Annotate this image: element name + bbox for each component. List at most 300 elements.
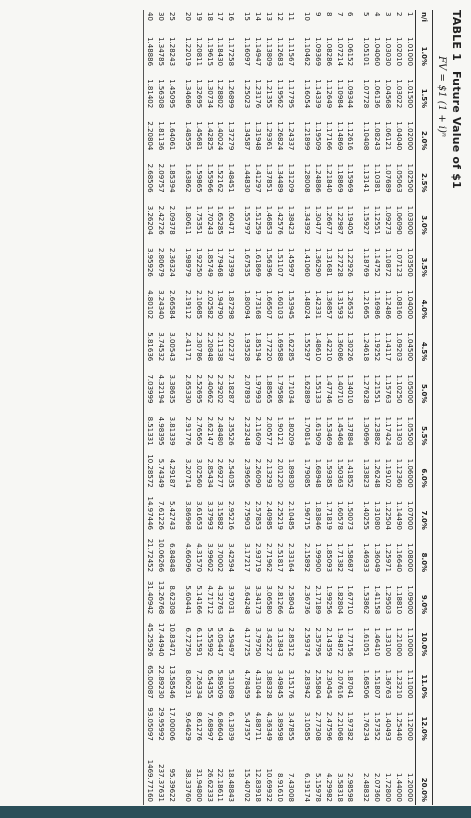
value-cell: 2.65330 [183,374,192,404]
value-cell: 1.12649 [324,79,333,109]
value-cell: 2.41171 [183,332,192,362]
value-cell: 3.26204 [144,196,155,238]
column-header-rate: 7.0% [416,491,433,533]
value-cell: 1.31080 [373,500,382,530]
value-cell: 1.85093 [324,543,333,573]
period-cell: 20 [183,12,192,21]
table-row [193,10,204,805]
value-cell: 3.10585 [302,711,311,741]
table-name: Future Value of $1 [450,71,463,189]
value-cell: 2.01220 [276,458,285,488]
table-row [371,10,382,805]
value-cell: 2.35526 [227,416,236,446]
value-cell: 237.37631 [156,764,165,802]
value-cell: 8.61276 [194,711,203,741]
value-cell: 1.21551 [373,374,382,404]
value-cell: 1.33823 [362,458,371,488]
value-cell: 1.80209 [286,416,295,446]
value-cell: 2.40985 [265,500,274,530]
value-cell: 1.11567 [286,37,295,67]
value-cell: 1.10000 [406,627,414,657]
value-cell: 1.41852 [346,458,355,488]
value-cell: 1.41060 [302,247,311,277]
value-cell: 3.45227 [265,627,274,657]
value-cell: 2.68506 [144,153,155,195]
value-cell: 2.71962 [265,543,274,573]
value-cell: 4.71712 [205,585,214,615]
column-header-rate: 10.0% [416,617,433,659]
value-cell: 1.88565 [265,374,274,404]
value-cell: 93.05097 [144,702,155,744]
value-cell: 2.77308 [313,711,322,741]
column-header-rate: 5.5% [416,406,433,448]
table-row [274,10,285,805]
column-header-rate: 5.0% [416,364,433,406]
value-cell: 6.19174 [302,773,311,802]
value-cell: 1.46933 [362,543,371,573]
value-cell: 2.15892 [302,543,311,573]
value-cell: 3.89598 [276,711,285,741]
value-cell: 1.42576 [276,205,285,235]
value-cell: 1.60471 [227,205,236,235]
bottom-band [0,806,471,818]
value-cell: 2.07893 [243,374,252,404]
value-cell: 1.19102 [384,458,393,488]
value-cell: 1.12551 [373,205,382,235]
value-cell: 2.07616 [335,669,344,699]
value-cell: 2.59374 [302,627,311,657]
value-cell: 4.36349 [265,711,274,741]
value-cell: 1.09203 [395,332,404,362]
value-cell: 1.06000 [406,458,414,488]
value-cell: 2.20848 [205,332,214,362]
value-cell: 1.92250 [194,247,203,277]
value-cell: 1.77220 [265,332,274,362]
table-row [393,10,404,805]
value-cell: 1.66507 [265,290,274,320]
value-cell: 1.21899 [302,121,311,151]
value-cell: 1.08000 [406,543,414,573]
value-cell: 1.26824 [276,121,285,151]
value-cell: 2.76565 [194,416,203,446]
value-cell: 5.81636 [144,322,155,364]
value-cell: 1.08286 [324,37,333,67]
value-cell: 1.72800 [384,773,393,802]
value-cell: 18.48843 [227,768,236,802]
value-cell: 1.76234 [362,711,371,741]
value-cell: 7.68997 [205,711,214,741]
value-cell: 1.85194 [254,332,263,362]
table-formula: FV = $1 (1 + i)ⁿ [436,56,447,137]
value-cell: 3.15882 [216,500,225,530]
value-cell: 1.16054 [302,79,311,109]
value-cell: 1.24618 [362,332,371,362]
value-cell: 4.29187 [167,458,176,488]
period-cell: 18 [205,12,214,21]
value-cell: 1.03500 [406,247,414,277]
table-row [226,10,242,805]
value-cell: 1.70814 [302,416,311,446]
table-row [301,10,312,805]
value-cell: 1.27628 [362,374,371,404]
value-cell: 1.03000 [406,205,414,235]
value-cell: 1.28802 [216,79,225,109]
value-cell: 1.51807 [373,669,382,699]
column-header-rate: 3.0% [416,196,433,238]
value-cell: 1.70243 [205,205,214,235]
value-cell: 1.22019 [183,37,192,67]
value-cell: 1.31209 [286,163,295,193]
value-cell: 3.20714 [183,458,192,488]
value-cell: 3.02560 [194,458,203,488]
value-cell: 1.48610 [313,332,322,362]
value-cell: 1.31681 [324,247,333,277]
value-cell: 1.25023 [243,79,252,109]
value-cell: 1.42825 [205,121,214,151]
value-cell: 2.36324 [167,247,176,277]
value-cell: 1.03022 [395,79,404,109]
table-row [182,10,193,805]
value-cell: 2.57853 [254,500,263,530]
value-cell: 31.40942 [144,575,155,617]
value-cell: 3.34173 [254,585,263,615]
value-cell: 7.26334 [194,669,203,699]
value-cell: 1.02010 [395,37,404,67]
value-cell: 1.07123 [395,247,404,277]
value-cell: 2.11609 [254,416,263,446]
value-cell: 1.30226 [346,332,355,362]
value-cell: 65.00087 [144,659,155,701]
value-cell: 2.13293 [265,458,274,488]
value-cell: 6.84848 [167,543,176,573]
table-row [252,10,263,805]
value-cell: 1.08243 [373,121,382,151]
value-cell: 22.18611 [216,768,225,802]
value-cell: 1.20811 [194,37,203,67]
column-header-rate: 8.0% [416,533,433,575]
value-cell: 1.96715 [302,500,311,530]
value-cell: 1.34587 [243,121,252,151]
value-cell: 1.97993 [254,374,263,404]
value-cell: 1.30734 [205,79,214,109]
period-cell: 10 [302,12,311,21]
period-cell: 8 [324,12,333,17]
value-cell: 1.56396 [265,247,274,277]
value-cell: 2.54035 [227,458,236,488]
value-cell: 1.55797 [243,205,252,235]
table-title [450,10,463,189]
value-cell: 1.55133 [313,374,322,404]
value-cell: 1.16986 [373,290,382,320]
value-cell: 2.20804 [144,111,155,153]
value-cell: 2.91776 [183,416,192,446]
value-cell: 1.04060 [373,37,382,67]
table-row [285,10,301,805]
value-cell: 21.72452 [144,533,155,575]
value-cell: 1.17166 [324,121,333,151]
value-cell: 1.21840 [324,163,333,193]
value-cell: 4.31570 [194,543,203,573]
value-cell: 1.07689 [384,163,393,193]
value-cell: 5.47357 [243,711,252,741]
value-cell: 1.09344 [346,79,355,109]
value-cell: 1.14117 [384,332,393,362]
table-row [404,10,415,805]
value-cell: 1.28243 [167,37,176,67]
value-cell: 2.62147 [205,416,214,446]
value-cell: 1.19509 [313,121,322,151]
value-cell: 1.21665 [362,290,371,320]
value-cell: 1.68948 [313,458,322,488]
value-cell: 1.10381 [373,163,382,193]
value-cell: 1.44000 [395,773,404,802]
value-cell: 2.75903 [243,500,252,530]
value-cell: 1.09369 [313,37,322,67]
value-cell: 7.61226 [156,500,165,530]
period-cell: 2 [395,12,404,17]
value-cell: 1.79085 [302,458,311,488]
value-cell: 1.62285 [286,332,295,362]
value-cell: 4.31044 [254,669,263,699]
value-cell: 1.87041 [346,669,355,699]
column-header-rate: 20.0% [416,744,433,805]
value-cell: 1.24337 [286,121,295,151]
value-cell: 1.98979 [183,247,192,277]
value-cell: 2.95216 [227,500,236,530]
table-row [215,10,226,805]
value-cell: 1.26248 [373,458,382,488]
value-cell: 1.36290 [313,247,322,277]
value-cell: 1.14947 [254,37,263,67]
period-cell: 30 [156,12,165,21]
value-cell: 29.95992 [156,707,165,741]
value-cell: 1.59385 [324,458,333,488]
value-cell: 3.61653 [194,500,203,530]
value-cell: 1.34010 [346,374,355,404]
value-cell: 1.41297 [254,163,263,193]
value-cell: 10.69932 [265,768,274,802]
value-cell: 1.10250 [395,374,404,404]
value-cell: 1.61051 [362,627,371,657]
period-cell: 13 [265,12,274,21]
value-cell: 6.72750 [183,627,192,657]
value-cell: 1.51107 [276,247,285,277]
period-cell: 3 [384,12,393,17]
value-cell: 3.13843 [276,627,285,657]
value-cell: 2.07360 [373,773,382,802]
value-cell: 1.61909 [313,416,322,446]
value-cell: 1.01000 [406,37,414,67]
value-cell: 1.15763 [384,374,393,404]
value-cell: 31.94800 [194,768,203,802]
value-cell: 1.36857 [324,290,333,320]
value-cell: 2.00577 [265,416,274,446]
value-cell: 1.38423 [286,205,295,235]
column-header-rate: 11.0% [416,659,433,701]
column-header-rate: 3.5% [416,238,433,280]
value-cell: 1.40255 [362,500,371,530]
value-cell: 2.36736 [302,585,311,615]
table-row [144,10,155,805]
value-cell: 3.64248 [243,585,252,615]
value-cell: 1.90121 [276,416,285,446]
value-cell: 2.25219 [276,500,285,530]
table-row [345,10,361,805]
value-cell: 1.20000 [406,773,414,802]
value-cell: 1.10462 [302,37,311,67]
value-cell: 1.48451 [227,163,236,193]
value-cell: 2.58043 [286,585,295,615]
header-row [416,10,433,805]
value-cell: 1.50363 [335,458,344,488]
value-cell: 5.60441 [183,585,192,615]
value-cell: 1.99900 [313,543,322,573]
value-cell: 4.66096 [183,543,192,573]
value-cell: 45.25926 [144,617,155,659]
value-cell: 2.52695 [194,374,203,404]
value-cell: 1.33100 [384,627,393,657]
value-cell: 2.85434 [205,458,214,488]
value-cell: 3.81339 [167,416,176,446]
value-cell: 1.12360 [395,458,404,488]
table-number: TABLE 1 [450,10,463,61]
table-row [204,10,215,805]
value-cell: 1.14339 [313,79,322,109]
value-cell: 7.03999 [144,364,155,406]
value-cell: 2.66584 [167,290,176,320]
column-header-rate: 4.0% [416,280,433,322]
value-cell: 2.02582 [205,290,214,320]
value-cell: 1.34785 [156,37,165,67]
value-cell: 1.06090 [395,205,404,235]
value-cell: 1.87298 [227,290,236,320]
value-cell: 1.17795 [286,79,295,109]
value-cell: 1.22987 [335,205,344,235]
value-cell: 6.86604 [216,711,225,741]
value-cell: 1.36763 [384,669,393,699]
value-cell: 1.79468 [216,247,225,277]
value-cell: 1.15927 [362,205,371,235]
value-cell: 5.55992 [205,627,214,657]
table-row [312,10,323,805]
value-cell: 3.15176 [286,669,295,699]
value-cell: 1.23210 [395,669,404,699]
value-cell: 2.09378 [167,205,176,235]
value-cell: 2.18287 [227,374,236,404]
value-cell: 1.82804 [335,585,344,615]
value-cell: 1.10984 [335,79,344,109]
value-cell: 3.86968 [183,500,192,530]
table-row [323,10,334,805]
period-cell: 16 [227,12,236,21]
value-cell: 2.83942 [302,669,311,699]
value-cell: 1.16097 [243,37,252,67]
value-cell: 26.62333 [205,768,214,802]
value-cell: 1.51259 [254,205,263,235]
value-cell: 3.70002 [216,543,225,573]
column-header-rate: 2.0% [416,111,433,153]
value-cell: 8.06231 [183,669,192,699]
value-cell: 6.54355 [205,669,214,699]
value-cell: 1.68506 [362,669,371,699]
value-cell: 1.08160 [395,290,404,320]
value-cell: 5.15978 [313,773,322,802]
value-cell: 1.19615 [205,37,214,67]
value-cell: 1.34686 [183,79,192,109]
value-cell: 1.17258 [227,37,236,67]
value-cell: 1.97382 [346,711,355,741]
value-cell: 3.95926 [144,238,155,280]
value-cell: 1.01500 [406,79,414,109]
value-cell: 2.30786 [194,332,203,362]
value-cell: 1.71034 [286,374,295,404]
value-cell: 1.71382 [335,543,344,573]
value-cell: 1.64061 [167,121,176,151]
value-cell: 2.17189 [313,585,322,615]
value-cell: 1.14490 [395,500,404,530]
column-header-rate: 6.0% [416,449,433,491]
value-cell: 1.09000 [406,585,414,615]
value-cell: 1.04500 [406,332,414,362]
value-cell: 1.16640 [395,543,404,573]
value-cell: 2.47596 [324,711,333,741]
value-cell: 1.27228 [335,247,344,277]
value-cell: 1.17424 [384,416,393,446]
value-cell: 1.85394 [167,163,176,193]
value-cell: 2.69277 [216,458,225,488]
future-value-table [143,10,433,805]
value-cell: 2.85312 [286,627,295,657]
value-cell: 4.88711 [254,711,263,741]
value-cell: 1.22926 [346,247,355,277]
value-cell: 1.41158 [373,585,382,615]
value-cell: 1.07728 [362,79,371,109]
value-cell: 3.74532 [156,332,165,362]
value-cell: 2.19112 [183,290,192,320]
value-cell: 1.05063 [395,163,404,193]
value-cell: 2.29202 [216,374,225,404]
column-header-rate: 1.0% [416,27,433,69]
value-cell: 4.32194 [156,374,165,404]
value-cell: 13.58546 [167,665,176,699]
value-cell: 1.06136 [373,79,382,109]
value-cell: 4.59497 [227,627,236,657]
value-cell: 2.30454 [324,669,333,699]
value-cell: 1.34392 [302,205,311,235]
value-cell: 1.07000 [406,500,414,530]
value-cell: 1.80094 [243,290,252,320]
table-body [144,10,416,805]
value-cell: 3.24340 [156,290,165,320]
period-cell: 4 [373,12,382,17]
value-cell: 4.32763 [216,585,225,615]
value-cell: 1.18869 [335,163,344,193]
value-cell: 10.06266 [156,538,165,573]
value-cell: 1.19252 [373,332,382,362]
value-cell: 1.26677 [324,205,333,235]
value-cell: 3.99602 [205,543,214,573]
period-cell: 17 [216,12,225,21]
value-cell: 1.57352 [373,711,382,741]
value-cell: 2.33164 [286,543,295,573]
value-cell: 1.25971 [384,543,393,573]
value-cell: 2.81266 [276,585,285,615]
value-cell: 4.17725 [243,627,252,657]
value-cell: 1.06121 [384,121,393,151]
table-row [155,10,166,805]
value-cell: 1.53945 [286,290,295,320]
value-cell: 1.59865 [194,163,203,193]
